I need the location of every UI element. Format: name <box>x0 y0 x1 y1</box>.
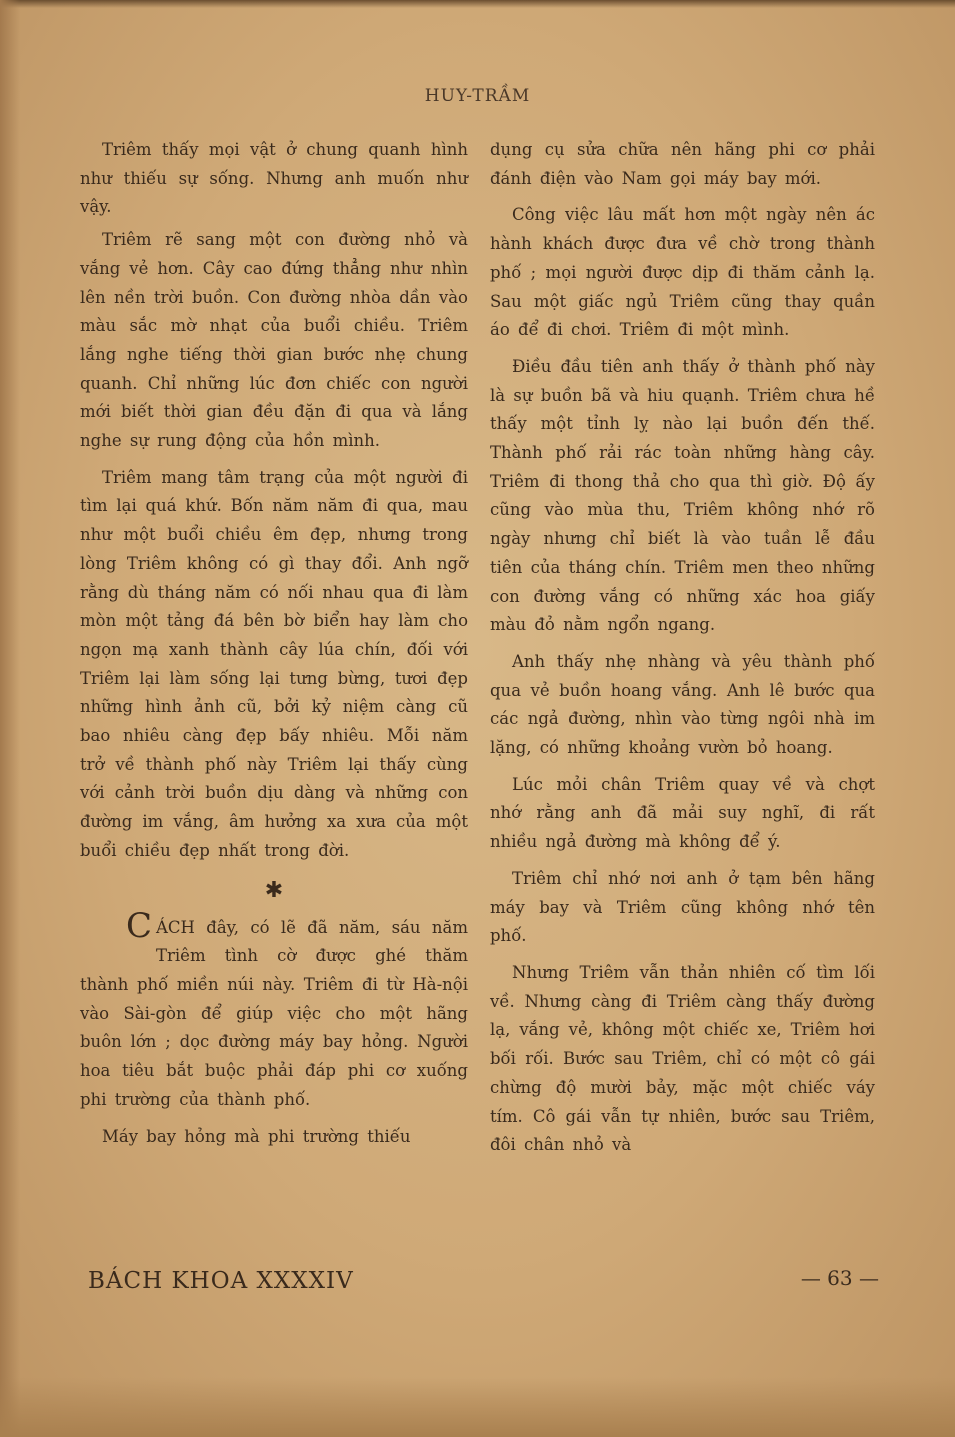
right-column <box>490 136 875 1168</box>
paragraph: Nhưng Triêm vẫn thản nhiên cố tìm lối về. Nhưng càng đi Triêm càng thấy đường lạ, vắng vẻ, không một chiếc xe, Triêm hơi bối rối. Bước sau Triêm, chỉ có một cô gái chừng độ mười bảy, mặc một chiếc váy tím. Cô gái vẫn tự nhiên, bước sau Triêm, đôi chân nhỏ và <box>490 962 875 1155</box>
paragraph: Công việc lâu mất hơn một ngày nên ác hành khách được đưa về chờ trong thành phố ; mọi người được dịp đi thăm cảnh lạ. Sau một giấc ngủ Triêm cũng thay quần áo để đi chơi. Triêm đi một mình. <box>490 205 875 340</box>
paragraph: Anh thấy nhẹ nhàng và yêu thành phố qua vẻ buồn hoang vắng. Anh lê bước qua các ngả đường, nhìn vào từng ngôi nhà im lặng, có những khoảng vườn bỏ hoang. <box>490 651 875 758</box>
drop-cap: C <box>126 905 153 946</box>
left-column <box>80 136 468 1159</box>
paragraph: dụng cụ sửa chữa nên hãng phi cơ phải đánh điện vào Nam gọi máy bay mới. <box>490 140 875 188</box>
paragraph: Triêm thấy mọi vật ở chung quanh hình như thiếu sự sống. Nhưng anh muốn như vậy. <box>80 140 468 217</box>
paragraph-text: ÁCH đây, có lẽ đã năm, sáu năm Triêm tình cờ được ghé thăm thành phố miền núi này. Triêm đi từ Hà-nội vào Sài-gòn để giúp việc cho một hãng buôn lớn ; dọc đường máy bay hỏng. Người hoa tiêu bắt buộc phải đáp phi cơ xuống phi trường của thành phố. <box>80 917 468 1109</box>
paragraph-dropcap <box>80 905 468 1115</box>
top-edge-shadow <box>0 0 955 8</box>
paragraph: Triêm rẽ sang một con đường nhỏ và vắng vẻ hơn. Cây cao đứng thẳng như nhìn lên nền trời buồn. Con đường nhòa dần vào màu sắc mờ nhạt của buổi chiều. Triêm lắng nghe tiếng thời gian bước nhẹ chung quanh. Chỉ những lúc đơn chiếc con người mới biết thời gian đều đặn đi qua và lắng nghe sự rung động của hồn mình. <box>80 230 468 451</box>
paragraph: Máy bay hỏng mà phi trường thiếu <box>102 1126 411 1146</box>
running-head: HUY-TRẦM <box>424 86 531 106</box>
section-ornament: ✱ <box>264 877 284 903</box>
paragraph: Lúc mỏi chân Triêm quay về và chợt nhớ rằng anh đã mải suy nghĩ, đi rất nhiều ngả đường mà không để ý. <box>490 774 875 852</box>
paragraph: Triêm chỉ nhớ nơi anh ở tạm bên hãng máy bay và Triêm cũng không nhớ tên phố. <box>490 868 875 946</box>
left-edge-shadow <box>0 0 20 1437</box>
paragraph: Triêm mang tâm trạng của một người đi tìm lại quá khứ. Bốn năm năm đi qua, mau như một buổi chiều êm đẹp, nhưng trong lòng Triêm không có gì thay đổi. Anh ngỡ rằng dù tháng năm có nối nhau qua đi làm mòn một tảng đá bên bờ biển hay làm cho ngọn mạ xanh thành cây lúa chín, đối với Triêm lại làm sống lại tưng bừng, tươi đẹp những hình ảnh cũ, bởi kỷ niệm càng cũ bao nhiêu càng đẹp bấy nhiêu. Mỗi năm trở về thành phố này Triêm lại thấy cùng với cảnh trời buồn dịu dàng và những con đường im vắng, âm hưởng xa xưa của một buổi chiều đẹp nhất trong đời. <box>80 467 468 860</box>
bottom-edge-shadow <box>0 1377 955 1437</box>
page-number: — 63 — <box>800 1266 879 1290</box>
paragraph: Điều đầu tiên anh thấy ở thành phố này là sự buồn bã và hiu quạnh. Triêm chưa hề thấy một tỉnh lỵ nào lại buồn đến thế. Thành phố rải rác toàn những hàng cây. Triêm đi thong thả cho qua thì giờ. Độ ấy cũng vào mùa thu, Triêm không nhớ rõ ngày nhưng chỉ biết là vào tuần lễ đầu tiên của tháng chín. Triêm men theo những con đường vắng có những xác hoa giấy màu đỏ nằm ngổn ngang. <box>490 356 875 635</box>
magazine-name: BÁCH KHOA XXXXIV <box>88 1268 354 1294</box>
